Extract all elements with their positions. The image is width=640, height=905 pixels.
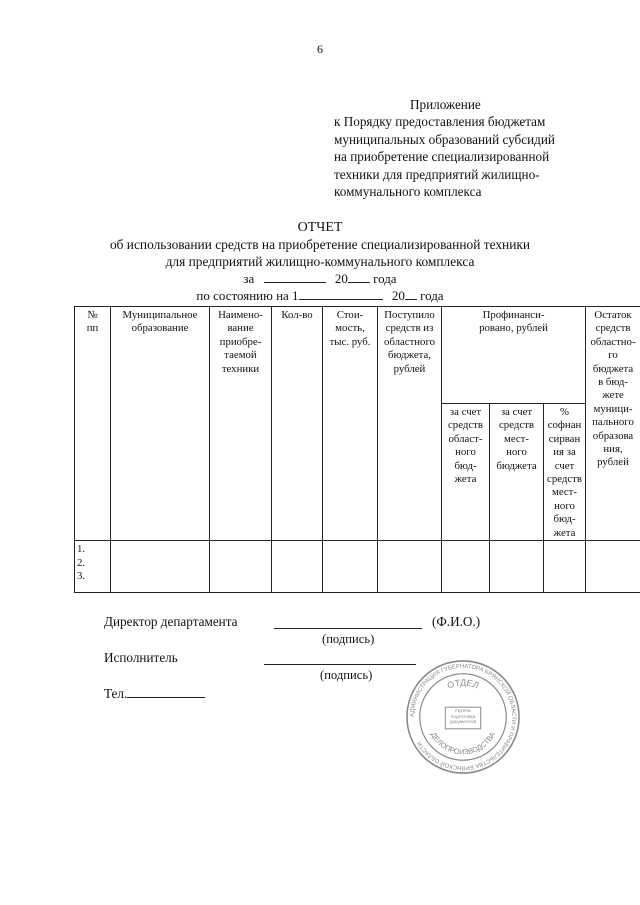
appendix-line: муниципальных образований субсидий	[334, 131, 555, 147]
table-cell[interactable]	[490, 541, 544, 593]
table-cell[interactable]	[210, 541, 272, 593]
report-subtitle-line: для предприятий жилищно-коммунального комплекса	[165, 254, 475, 269]
report-table	[74, 306, 640, 593]
stamp-center-text: Группа подготовки документов	[449, 708, 477, 726]
period-year-blank[interactable]	[348, 282, 370, 283]
header-financed-local: за счет средств мест- ного бюджета	[490, 404, 544, 541]
header-equipment-name: Наимено- вание приобре- таемой техники	[210, 307, 272, 541]
appendix-block	[334, 96, 634, 200]
fio-label: (Ф.И.О.)	[432, 614, 481, 629]
stamp-ring-text: АДМИНИСТРАЦИЯ ГУБЕРНАТОРА БРЯНСКОЙ ОБЛАСТИ И ПРАВИТЕЛЬСТВА БРЯНСКОЙ ОБЛАСТИ	[409, 663, 517, 771]
report-title: ОТЧЕТ	[297, 220, 343, 235]
page-number: 6	[317, 42, 323, 56]
state-blank[interactable]	[299, 299, 383, 300]
signature-hint: (подпись)	[322, 632, 375, 646]
header-municipality: Муниципальное образование	[111, 307, 210, 541]
state-year-blank[interactable]	[405, 299, 417, 300]
period-blank[interactable]	[264, 282, 326, 283]
appendix-line: Приложение	[410, 97, 481, 112]
stamp-arc-bottom: ДЕЛОПРОИЗВОДСТВА	[429, 730, 497, 757]
header-cost: Стои- мость, тыс. руб.	[323, 307, 378, 541]
row-number: 3.	[77, 570, 86, 583]
table-cell[interactable]	[442, 541, 490, 593]
table-cell[interactable]	[544, 541, 586, 593]
row-number: 2.	[77, 556, 86, 569]
executor-signature-line[interactable]	[264, 664, 416, 665]
phone-blank[interactable]	[127, 697, 205, 698]
appendix-line: к Порядку предоставления бюджетам	[334, 114, 546, 130]
header-remainder: Остаток средств областно- го бюджета в бюд- жете муници- пального образова ния, рублей	[586, 307, 640, 541]
report-subtitle	[0, 236, 640, 270]
period-suffix: года	[373, 271, 397, 286]
table-cell[interactable]	[272, 541, 323, 593]
director-label: Директор департамента	[104, 614, 238, 629]
row-number: 1.	[77, 543, 86, 556]
signature-hint: (подпись)	[320, 668, 373, 682]
office-stamp	[404, 658, 522, 776]
table-cell[interactable]	[378, 541, 442, 593]
appendix-line: техники для предприятий жилищно-	[334, 166, 540, 182]
period-year-prefix: 20	[334, 271, 348, 286]
stamp-arc-top: ОТДЕЛ	[445, 677, 481, 691]
table-cell[interactable]	[323, 541, 378, 593]
header-financed: Профинанси- ровано, рублей	[442, 307, 586, 404]
report-state-line	[0, 288, 640, 304]
header-financed-regional: за счет средств област- ного бюд- жета	[442, 404, 490, 541]
report-subtitle-line: об использовании средств на приобретение специализированной техники	[109, 237, 531, 252]
appendix-line: на приобретение специализированной	[334, 149, 550, 165]
executor-label: Исполнитель	[104, 650, 178, 665]
header-quantity: Кол-во	[272, 307, 323, 541]
header-cofinancing-percent: % софнан сирван ия за счет средств мест- ного бюд- жета	[544, 404, 586, 541]
svg-text:ОТДЕЛ	[446, 678, 481, 691]
state-year-prefix: 20	[391, 288, 405, 303]
report-period-line	[0, 271, 640, 287]
header-received: Поступило средств из областного бюджета, рублей	[378, 307, 442, 541]
row-numbers-cell	[75, 541, 111, 593]
state-prefix: по состоянию на 1	[196, 288, 299, 303]
table-cell[interactable]	[586, 541, 640, 593]
header-num: № пп	[75, 307, 111, 541]
state-suffix: года	[420, 288, 444, 303]
table-cell[interactable]	[111, 541, 210, 593]
appendix-line: коммунального комплекса	[334, 184, 482, 200]
director-signature-line[interactable]	[274, 628, 422, 629]
period-prefix: за	[243, 271, 255, 286]
phone-label: Тел.	[104, 686, 205, 702]
